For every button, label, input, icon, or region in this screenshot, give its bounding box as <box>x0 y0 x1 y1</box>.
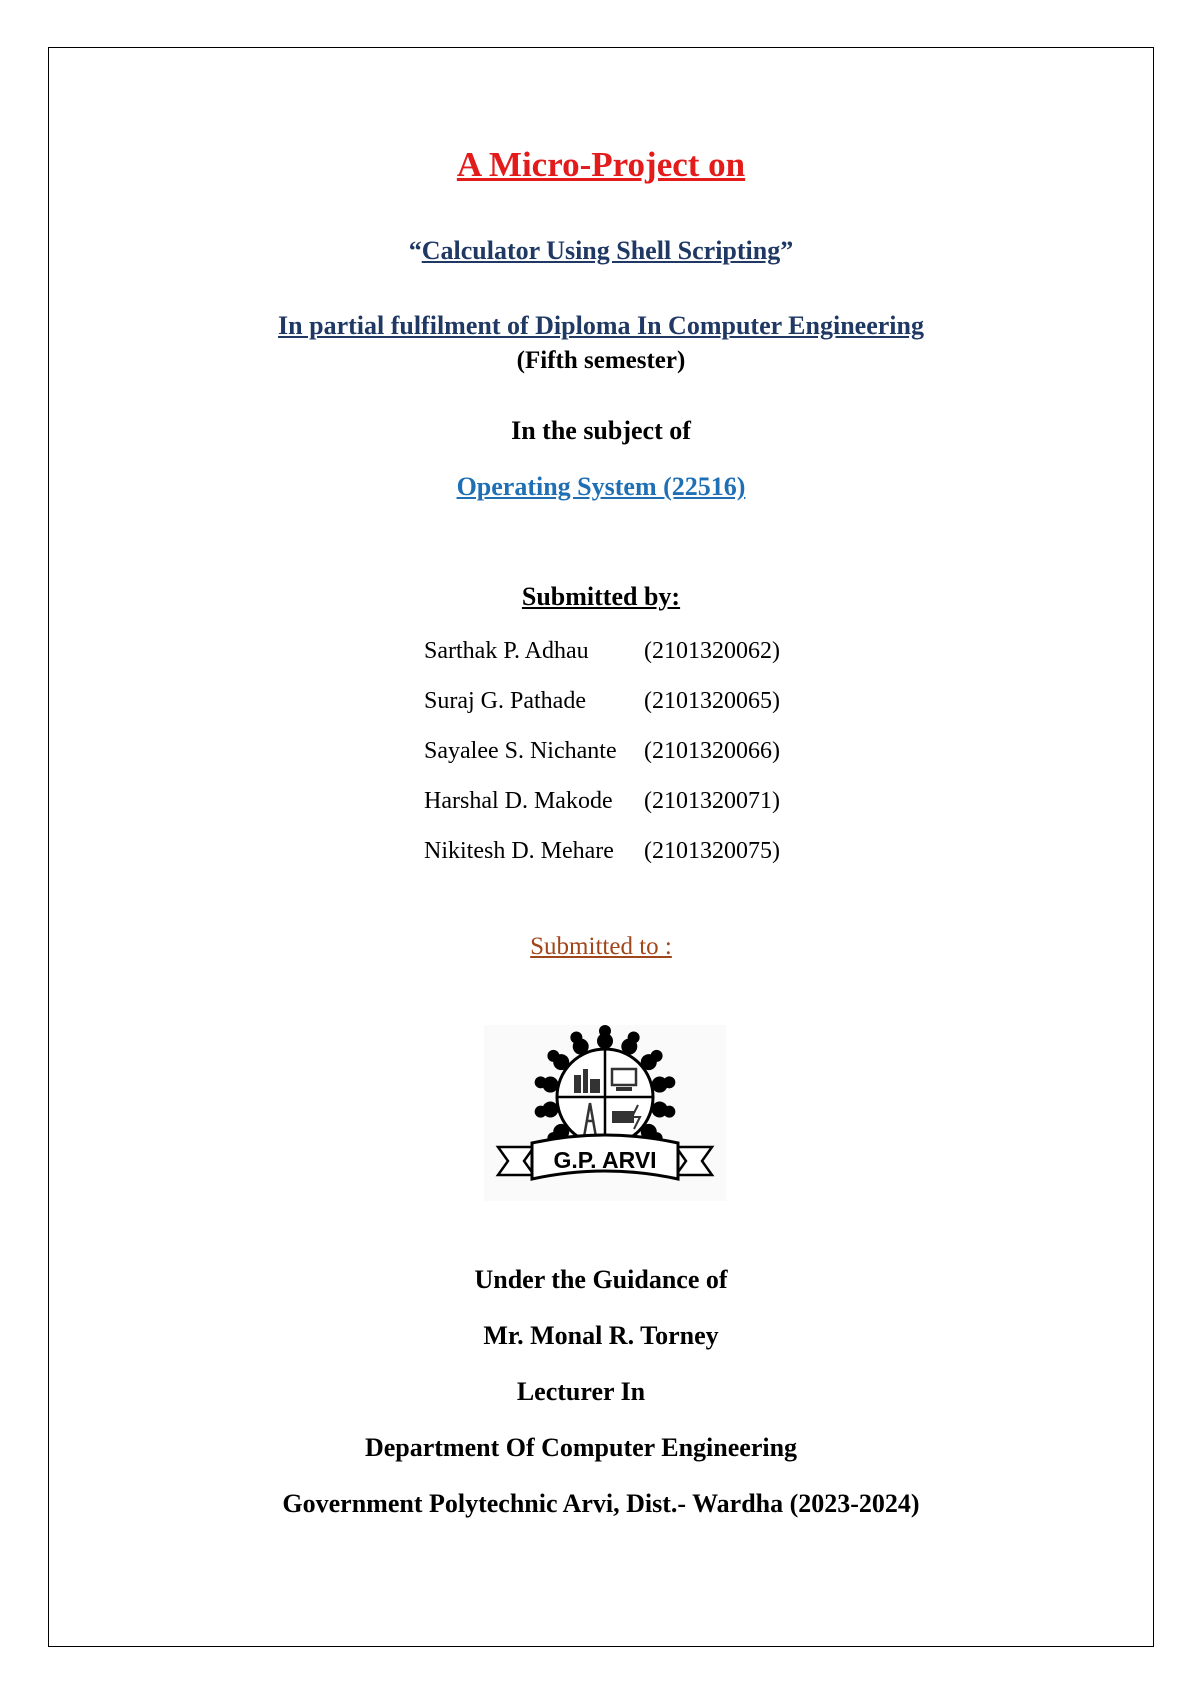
open-quote: “ <box>408 236 422 265</box>
project-title <box>48 236 1154 266</box>
figure-body <box>597 1033 613 1049</box>
student-list <box>424 638 780 888</box>
guide-name: Mr. Monal R. Torney <box>483 1321 719 1350</box>
subject-intro: In the subject of <box>511 416 691 445</box>
guide-designation: Lecturer In <box>516 1377 646 1406</box>
department-name: Department Of Computer Engineering <box>364 1433 798 1462</box>
fulfilment-line: In partial fulfilment of Diploma In Computer Engineering <box>278 311 924 340</box>
student-row <box>424 638 780 688</box>
student-enrollment: (2101320075) <box>644 838 780 864</box>
subject-name: Operating System (22516) <box>456 472 746 501</box>
institute-name: Government Polytechnic Arvi, Dist.- Wardha (2023-2024) <box>282 1489 920 1518</box>
project-title-text: Calculator Using Shell Scripting <box>421 236 781 265</box>
student-enrollment: (2101320065) <box>644 688 780 714</box>
student-name: Suraj G. Pathade <box>424 688 586 714</box>
student-row <box>424 788 780 838</box>
submitted-to-label: Submitted to : <box>530 933 672 960</box>
student-row <box>424 688 780 738</box>
student-name: Sayalee S. Nichante <box>424 738 617 764</box>
student-row <box>424 838 780 888</box>
student-enrollment: (2101320066) <box>644 738 780 764</box>
student-row <box>424 738 780 788</box>
college-logo <box>484 1025 726 1201</box>
cover-heading: A Micro-Project on <box>456 145 746 184</box>
student-name: Sarthak P. Adhau <box>424 638 589 664</box>
student-enrollment: (2101320062) <box>644 638 780 664</box>
submitted-by-label: Submitted by: <box>521 582 681 611</box>
semester-line: (Fifth semester) <box>516 347 686 374</box>
guidance-label: Under the Guidance of <box>474 1265 728 1294</box>
close-quote: ” <box>780 236 794 265</box>
svg-text:G.P. ARVI: G.P. ARVI <box>553 1147 657 1173</box>
student-name: Nikitesh D. Mehare <box>424 838 614 864</box>
student-enrollment: (2101320071) <box>644 788 780 814</box>
student-name: Harshal D. Makode <box>424 788 613 814</box>
